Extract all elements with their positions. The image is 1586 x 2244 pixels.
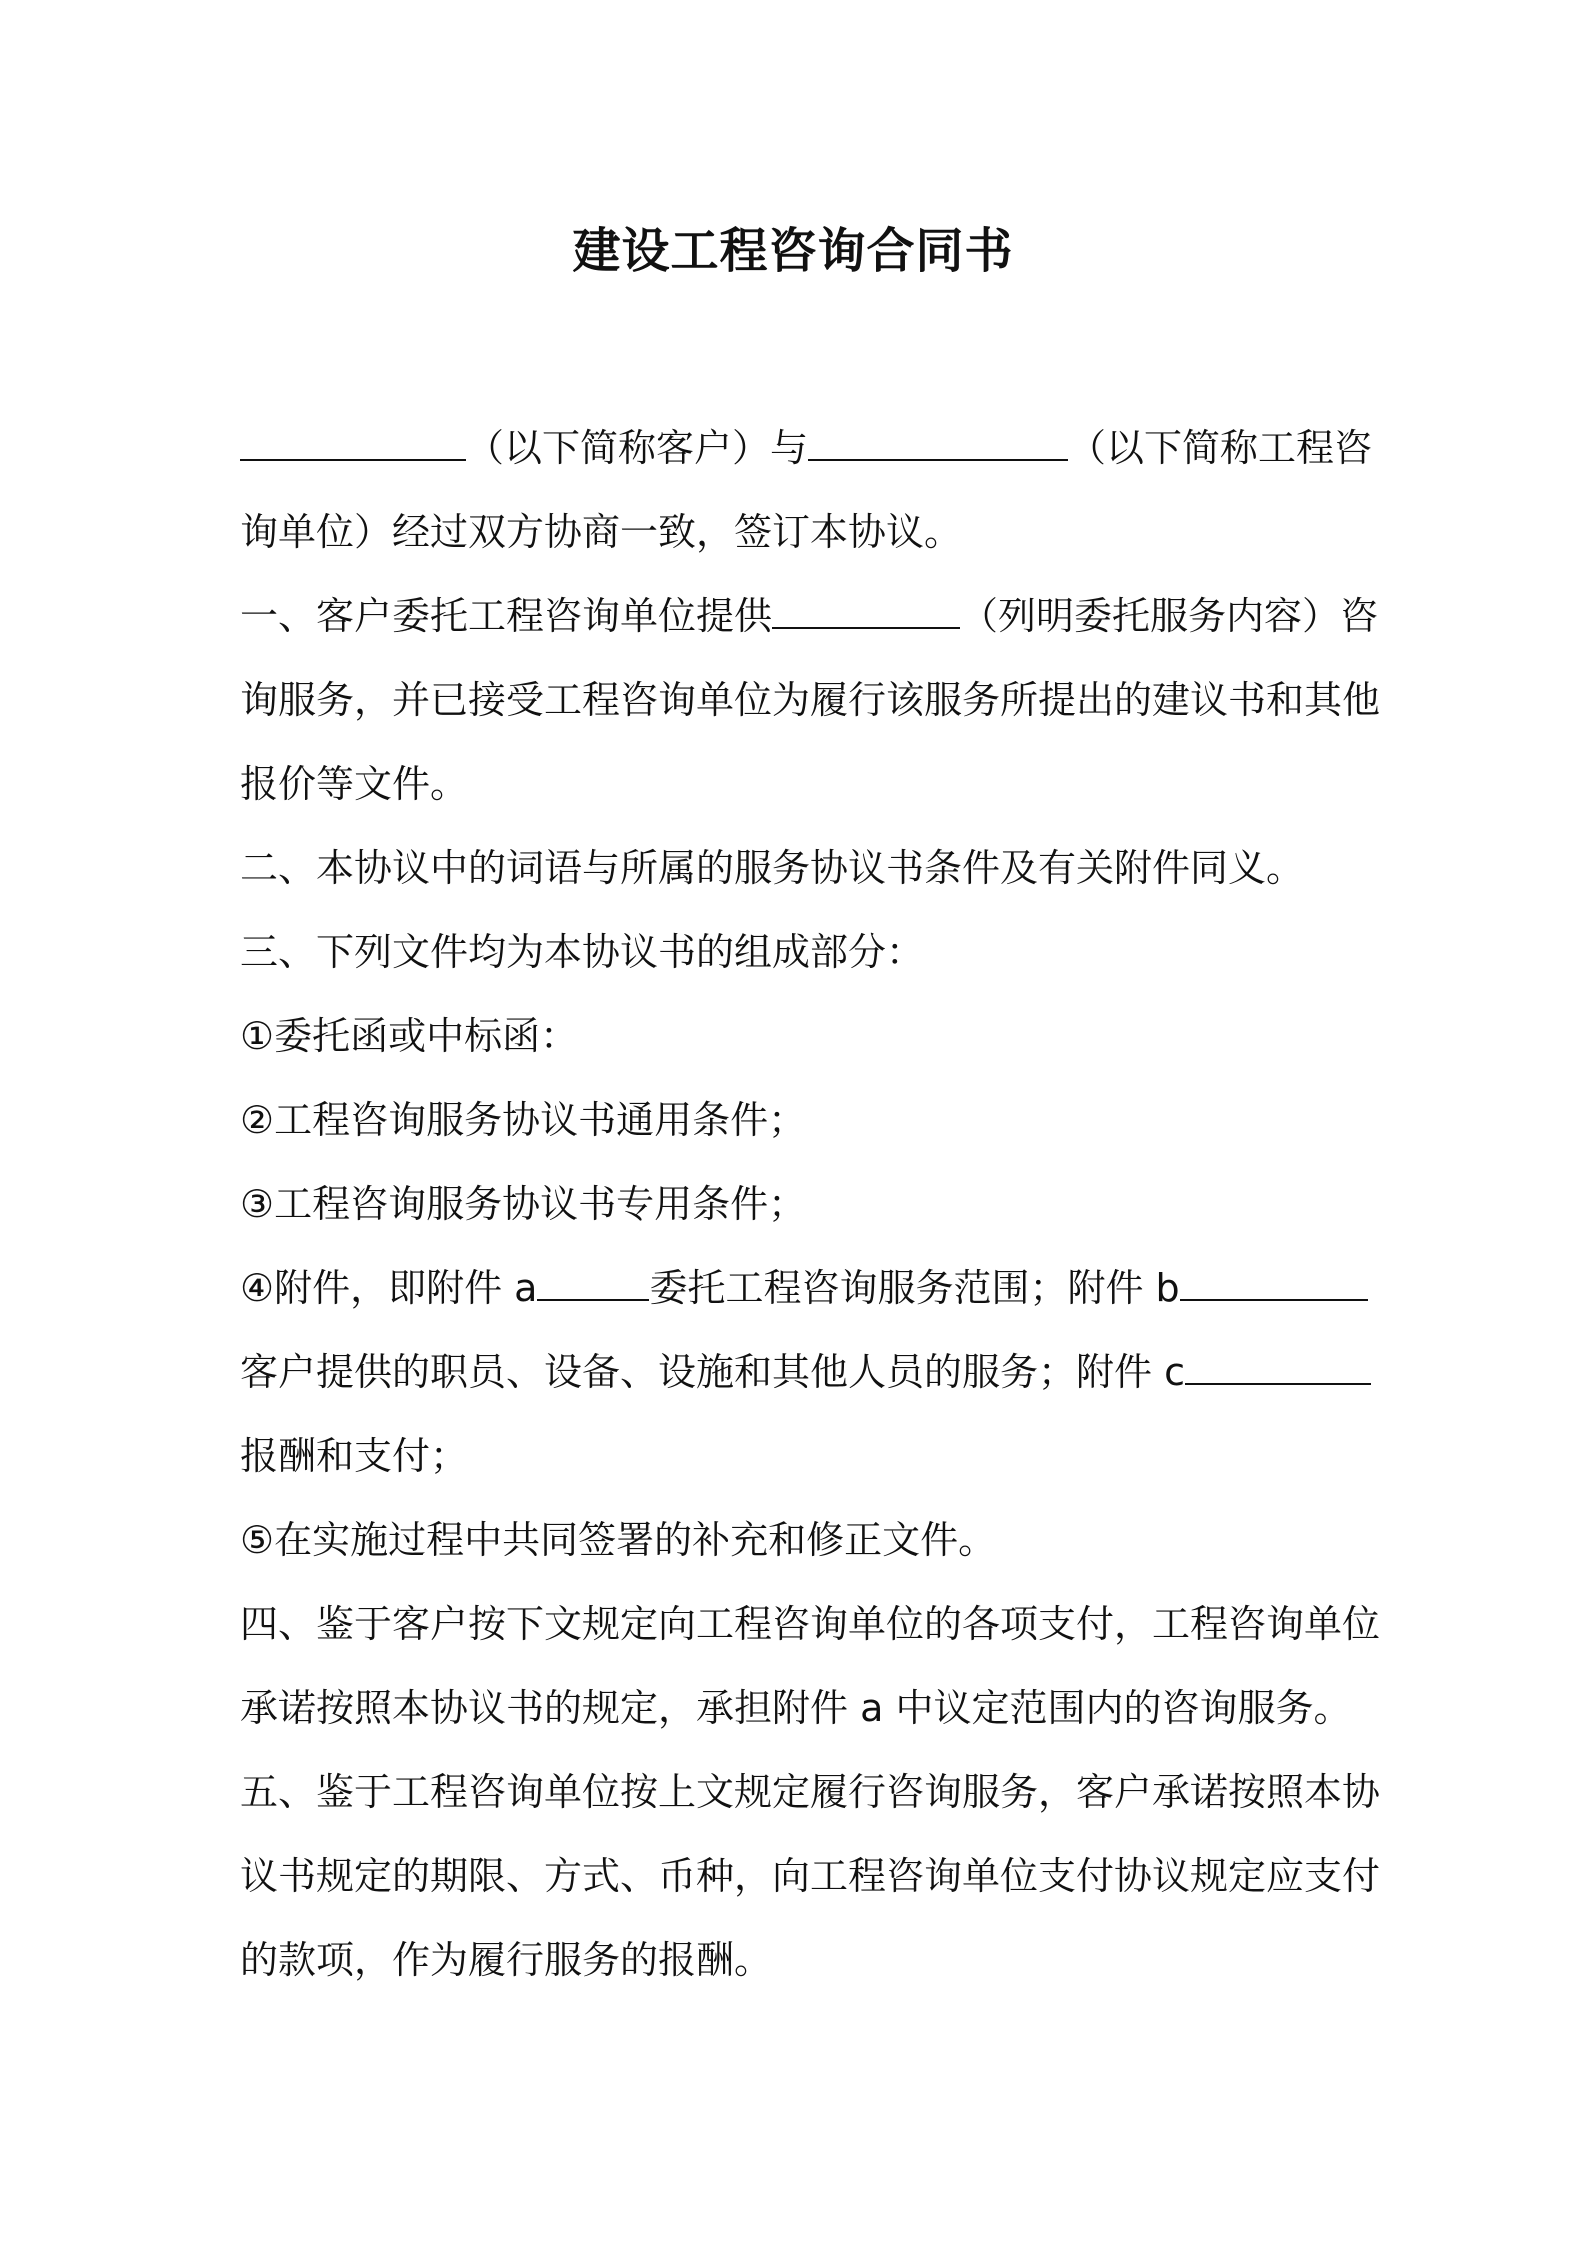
item-5: ⑤在实施过程中共同签署的补充和修正文件。 (240, 1518, 997, 1562)
clause-1-text-after: （列明委托服务内容）咨 (960, 594, 1379, 638)
parties-line-2: 询单位）经过双方协商一致，签订本协议。 (240, 510, 963, 554)
item-4-line-2-text: 客户提供的职员、设备、设施和其他人员的服务；附件 c (240, 1350, 1185, 1394)
clause-3: 三、下列文件均为本协议书的组成部分： (240, 930, 925, 974)
clause-5-line-3: 的款项，作为履行服务的报酬。 (240, 1938, 773, 1982)
document-body (240, 406, 1381, 2002)
item-2: ②工程咨询服务协议书通用条件； (240, 1098, 807, 1142)
clause-1-line-3: 报价等文件。 (240, 762, 469, 806)
item-4-line-1 (240, 1246, 1352, 1330)
client-alias-text: （以下简称客户）与 (466, 426, 809, 470)
parties-line-1 (240, 406, 1373, 490)
clause-2: 二、本协议中的词语与所属的服务协议书条件及有关附件同义。 (240, 846, 1305, 890)
clause-4-line-1: 四、鉴于客户按下文规定向工程咨询单位的各项支付，工程咨询单位 (240, 1602, 1381, 1646)
document-title: 建设工程咨询合同书 (572, 223, 1014, 279)
blank-attachment-b (1180, 1265, 1368, 1301)
blank-attachment-a (537, 1265, 649, 1301)
blank-attachment-c (1185, 1349, 1371, 1385)
item-4-part-1: ④附件，即附件 a (240, 1266, 538, 1310)
item-4-part-2: 委托工程咨询服务范围；附件 b (649, 1266, 1180, 1310)
item-4-line-2 (240, 1330, 1352, 1414)
clause-1-text: 一、客户委托工程咨询单位提供 (240, 594, 773, 638)
blank-client-name (240, 425, 466, 461)
blank-service-content (772, 593, 960, 629)
clause-1-line-1 (240, 574, 1379, 658)
item-1: ①委托函或中标函： (240, 1014, 579, 1058)
clause-5-line-2: 议书规定的期限、方式、币种，向工程咨询单位支付协议规定应支付 (240, 1854, 1381, 1898)
consultant-alias-text: （以下简称工程咨 (1068, 426, 1373, 470)
clause-5-line-1: 五、鉴于工程咨询单位按上文规定履行咨询服务，客户承诺按照本协 (240, 1770, 1381, 1814)
item-4-line-3: 报酬和支付； (240, 1434, 469, 1478)
clause-4-line-2: 承诺按照本协议书的规定，承担附件 a 中议定范围内的咨询服务。 (240, 1686, 1352, 1730)
blank-consultant-name (808, 425, 1068, 461)
item-3: ③工程咨询服务协议书专用条件； (240, 1182, 807, 1226)
clause-1-line-2: 询服务，并已接受工程咨询单位为履行该服务所提出的建议书和其他 (240, 678, 1381, 722)
